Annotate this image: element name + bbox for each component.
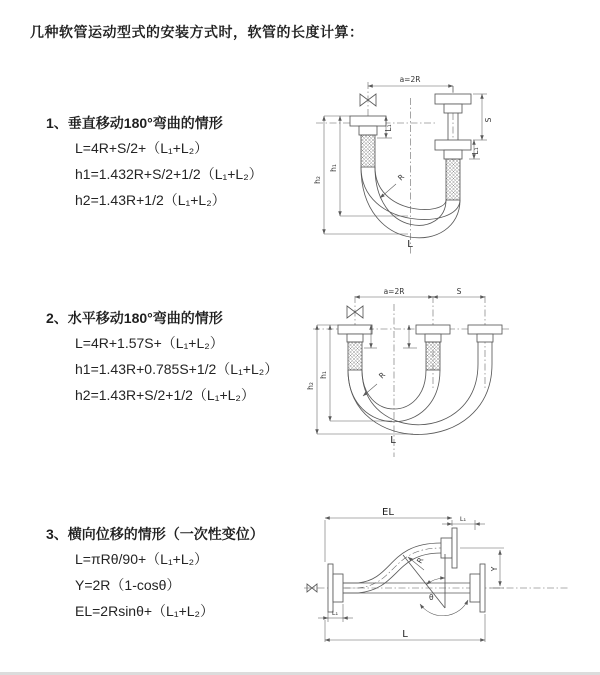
section-3-heading: 3、横向位移的情形（一次性变位） xyxy=(46,526,264,542)
formula-h2: h2=1.43R+S/2+1/2（L₁+L₂） xyxy=(75,387,255,403)
dimension-labels xyxy=(332,507,499,640)
dim-l1-right: L₁ xyxy=(471,147,480,155)
dim-h2: h₂ xyxy=(313,176,322,184)
dim-h1: h₁ xyxy=(319,371,328,379)
left-flange xyxy=(338,325,372,370)
dim-r: R xyxy=(377,370,388,381)
formula-L: L=4R+S/2+（L₁+L₂） xyxy=(75,140,209,156)
dim-h1: h₁ xyxy=(329,164,338,172)
dim-l1-bottom: L₁ xyxy=(331,609,339,617)
upper-right-flange xyxy=(441,528,457,568)
formula-h2: h2=1.43R+1/2（L₁+L₂） xyxy=(75,192,226,208)
diagram-vertical-180-bend xyxy=(310,70,590,265)
dim-l1-left: L₁ xyxy=(384,124,393,132)
formula-L: L=πRθ/90+（L₁+L₂） xyxy=(75,551,209,567)
dim-s: S xyxy=(484,117,493,123)
dim-a2r: a=2R xyxy=(383,287,405,296)
dim-el: EL xyxy=(382,507,394,518)
diagram-horizontal-180-bend xyxy=(305,282,595,482)
horizontal-bend-drawing xyxy=(305,282,595,477)
page-title: 几种软管运动型式的安装方式时，软管的长度计算： xyxy=(30,24,364,40)
dim-r: R xyxy=(396,172,407,183)
vertical-bend-drawing xyxy=(310,70,590,260)
formula-h1: h1=1.43R+0.785S+1/2（L₁+L₂） xyxy=(75,361,279,377)
dim-l: L xyxy=(402,629,408,640)
dim-a2r: a=2R xyxy=(399,75,421,84)
formula-L: L=4R+1.57S+（L₁+L₂） xyxy=(75,335,224,351)
right-flange xyxy=(435,94,471,200)
formula-Y: Y=2R（1-cosθ） xyxy=(75,577,181,593)
section-1-heading: 1、垂直移动180°弯曲的情形 xyxy=(46,115,223,131)
moved-flange xyxy=(468,325,502,364)
lateral-displacement-drawing xyxy=(300,500,600,655)
lower-right-flange xyxy=(470,564,485,612)
centerlines xyxy=(313,296,510,457)
dim-theta: θ xyxy=(429,593,434,602)
dim-l: L xyxy=(407,239,413,250)
formula-h1: h1=1.432R+S/2+1/2（L₁+L₂） xyxy=(75,166,263,182)
middle-flange xyxy=(416,325,450,370)
dim-s: S xyxy=(456,287,462,296)
dim-r: R xyxy=(414,555,426,565)
dimension-lines xyxy=(317,297,485,434)
dim-l1-top: L₁ xyxy=(459,515,467,523)
centerlines xyxy=(304,548,568,588)
hose-curves xyxy=(348,364,492,435)
dimension-lines xyxy=(324,86,487,234)
dim-l: L xyxy=(390,435,396,446)
angle-construction xyxy=(403,554,468,616)
dim-h2: h₂ xyxy=(306,382,315,390)
section-2-heading: 2、水平移动180°弯曲的情形 xyxy=(46,310,223,326)
left-flange xyxy=(328,564,343,612)
formula-EL: EL=2Rsinθ+（L₁+L₂） xyxy=(75,603,214,619)
dim-y: Y xyxy=(490,566,499,572)
displaced-hose xyxy=(343,543,441,593)
left-flange xyxy=(350,116,386,167)
diagram-lateral-displacement xyxy=(300,500,600,660)
